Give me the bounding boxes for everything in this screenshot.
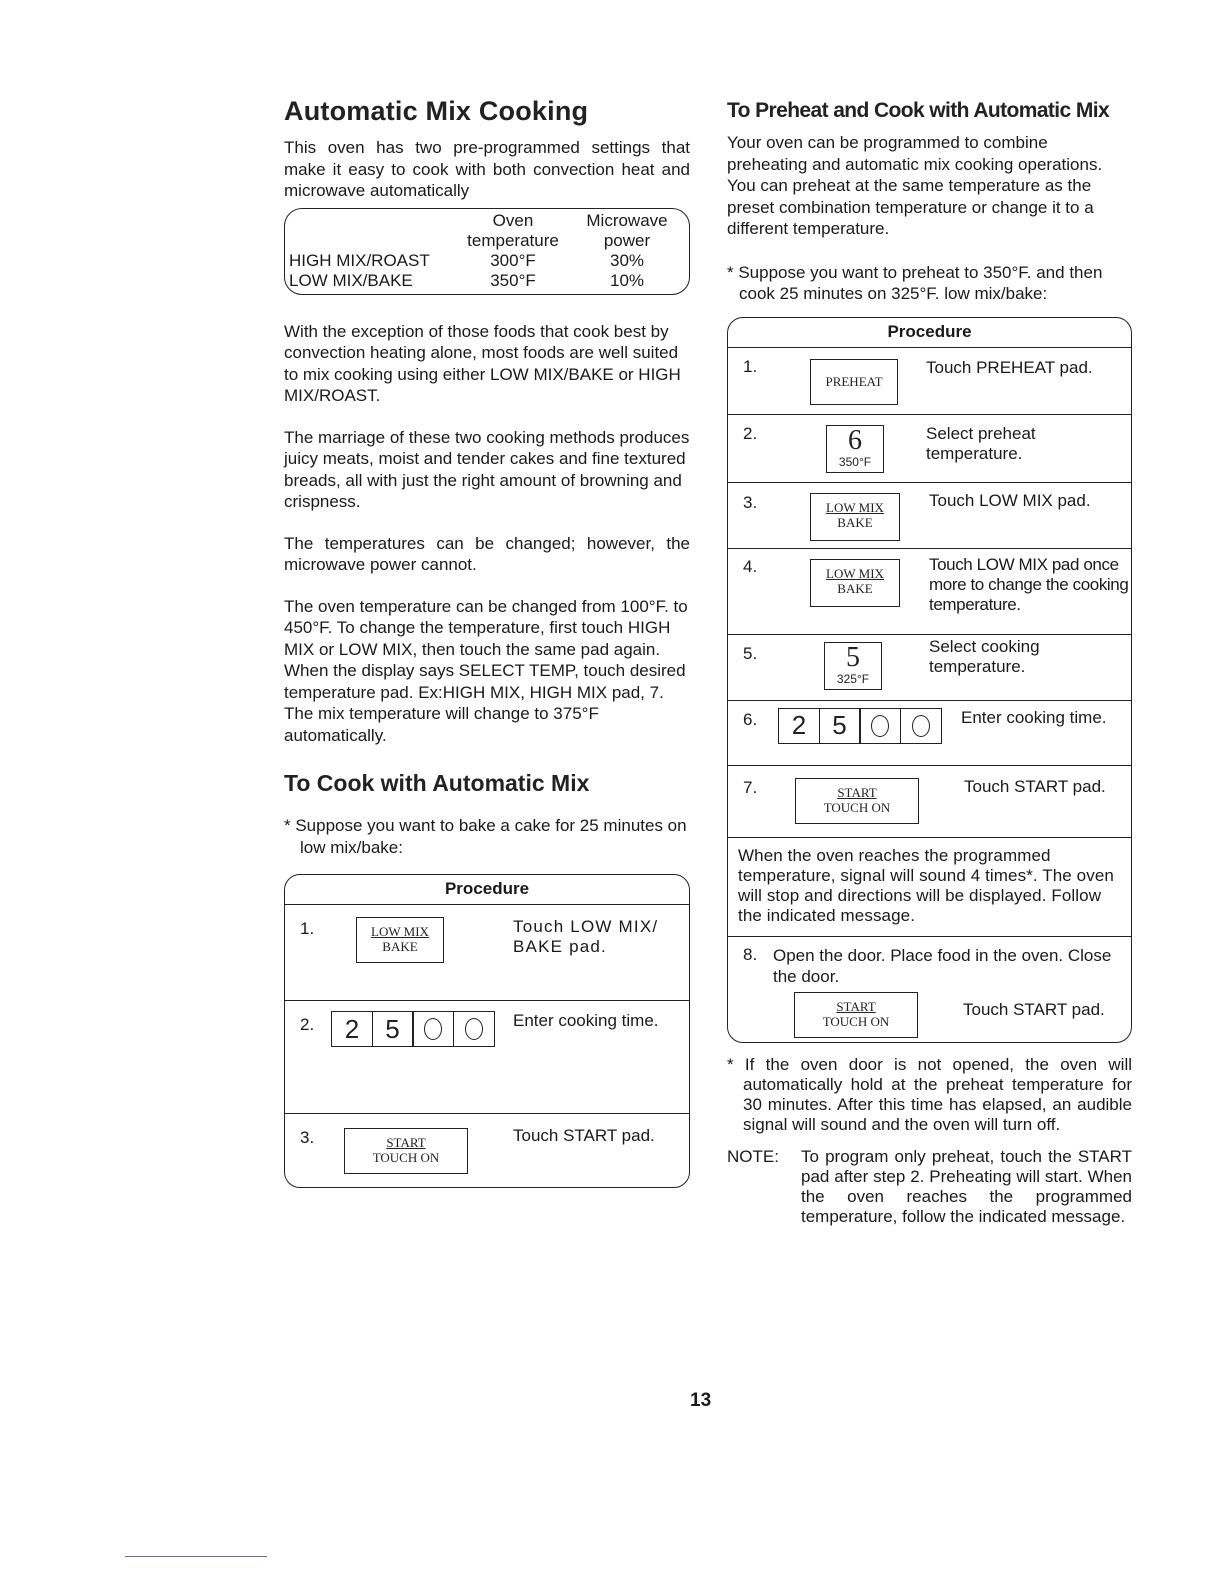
note-text: To program only preheat, touch the START pad after step 2. Preheating will start. When the oven reaches the programmed temperature, follow the indicated message. [801,1146,1132,1226]
step-instruction: Touch START pad. [964,776,1106,796]
pad-label-top: LOW MIX [826,565,884,581]
pad-label-top: START [386,1135,426,1150]
procedure-step-7 [728,766,1131,838]
pad-label-bottom: BAKE [382,939,418,954]
procedure-step-1 [285,905,689,1001]
low-mix-bake-pad[interactable] [810,493,900,541]
step-instruction: Enter cooking time. [961,707,1107,727]
digit-pad-zero[interactable] [859,708,901,744]
start-touch-on-pad[interactable] [794,992,918,1038]
digit-pad-zero[interactable] [453,1011,495,1047]
step-number: 3. [743,492,758,512]
pad-label-bottom: TOUCH ON [822,1013,890,1029]
step-number: 7. [743,777,758,797]
setting-name: LOW MIX/BAKE [289,270,413,290]
left-column [284,96,690,1188]
step-instruction: Open the door. Place food in the oven. Close the door. [773,945,1112,986]
step-instruction: Touch START pad. [513,1126,655,1145]
pad-label-bottom: TOUCH ON [823,799,891,815]
procedure-header: Procedure [285,875,689,905]
pad-label: PREHEAT [825,373,883,389]
step-number: 5. [743,643,758,663]
step-number: 6. [743,709,758,729]
step-number: 4. [743,556,758,576]
oven-reaches-message: When the oven reaches the programmed temperature, signal will sound 4 times*. The oven will stop and directions will be displayed. Follow the indicated message. [728,838,1131,937]
step-instruction: Enter cooking time. [513,1011,659,1030]
table-header-row-2 [289,231,689,251]
procedure-step-5 [728,635,1131,701]
procedure-step-8 [728,937,1131,1042]
footnote: * If the oven door is not opened, the oven will automatically hold at the preheat temperature for 30 minutes. After this time has elapsed, an audible signal will sound and the oven will turn off. [727,1054,1132,1134]
setting-power: 10% [609,270,645,290]
step-instruction: Select preheat temperature. [926,423,1036,463]
procedure-step-2 [285,1001,689,1114]
section-title-automatic-mix-cooking: Automatic Mix Cooking [284,96,589,126]
procedure-header: Procedure [728,318,1131,348]
digit-pad[interactable]: 5 [372,1011,414,1047]
intro-paragraph: This oven has two pre-programmed settings that make it easy to cook with both convection heat and microwave automatically [284,138,690,200]
paragraph-change-temp: The oven temperature can be changed from 100°F. to 450°F. To change the temperature, first touch HIGH MIX or LOW MIX, then touch the same pad again. When the display says SELECT TEMP, touch desired temperature pad. Ex:HIGH MIX, HIGH MIX pad, 7. The mix temperature will change to 375°F automatically. [284,596,688,745]
pad-label-bottom: TOUCH ON [372,1150,440,1165]
step-number: 8. [743,944,758,964]
digit-pad[interactable]: 2 [331,1011,373,1047]
bottom-rule [125,1556,267,1557]
pad-label-top: LOW MIX [826,499,884,515]
temperature-pad-5[interactable]: 5 325°F [824,642,882,690]
digit-pad[interactable]: 5 [819,708,861,744]
start-touch-on-pad[interactable] [795,778,919,824]
page-number: 13 [690,1390,712,1411]
low-mix-bake-pad[interactable] [356,917,444,963]
step-instruction: Touch LOW MIX/ BAKE pad. [513,917,659,956]
procedure-box-right [727,317,1132,1043]
step-instruction: Touch LOW MIX pad once more to change the cooking temperature. [929,554,1129,614]
low-mix-bake-pad[interactable] [810,559,900,607]
step-number: 2. [300,1015,315,1034]
pad-label-bottom: BAKE [837,514,873,530]
note-label: NOTE: [727,1146,779,1166]
pad-label-top: START [837,784,877,800]
preheat-intro-paragraph: Your oven can be programmed to combine preheating and automatic mix cooking operations. You can preheat at the same temperature as the preset combination temperature or change it to a different temperature. [727,133,1103,238]
step-number: 1. [743,356,758,376]
subsection-title-cook-automatic-mix: To Cook with Automatic Mix [284,770,590,796]
setting-temp: 350°F [490,270,536,290]
temperature-pad-6[interactable]: 6 350°F [826,425,884,473]
step-instruction: Select cooking temperature. [929,636,1040,676]
digit-pad-zero[interactable] [412,1011,454,1047]
table-header-row [289,211,689,231]
start-touch-on-pad[interactable] [344,1128,468,1174]
step-instruction: Touch LOW MIX pad. [929,490,1091,510]
step-number: 3. [300,1128,315,1147]
procedure-step-6 [728,701,1131,766]
pad-label-top: START [836,998,876,1014]
step-pad-instruction: Touch START pad. [963,999,1105,1019]
suppose-note: * Suppose you want to bake a cake for 25 minutes on low mix/bake: [284,816,687,857]
pad-label-top: LOW MIX [371,924,429,939]
step-number: 2. [743,423,758,443]
paragraph-marriage: The marriage of these two cooking methods produces juicy meats, moist and tender cakes and fine textured breads, all with just the right amount of browning and crispness. [284,427,690,511]
digit-pad-zero[interactable] [900,708,942,744]
procedure-step-2 [728,415,1131,483]
setting-name: HIGH MIX/ROAST [289,250,430,270]
preheat-pad[interactable] [810,359,898,405]
mix-settings-table [284,208,690,295]
procedure-step-3 [285,1114,689,1187]
paragraph-temperatures: The temperatures can be changed; however, the microwave power cannot. [284,533,690,574]
setting-power: 30% [609,250,645,270]
note-block [727,1147,1132,1227]
header-power: power [603,230,651,250]
procedure-step-4 [728,549,1131,635]
step-number: 1. [300,919,315,938]
suppose-note: * Suppose you want to preheat to 350°F. and then cook 25 minutes on 325°F. low mix/bake: [727,262,1103,303]
pad-label-bottom: BAKE [837,580,873,596]
header-temperature: temperature [467,230,559,250]
paragraph-mix-foods: With the exception of those foods that cook best by convection heating alone, most foods are well suited to mix cooking using either LOW MIX/BAKE or HIGH MIX/ROAST. [284,321,681,405]
right-column [727,96,1132,1227]
cooking-time-digits [331,1011,493,1047]
setting-temp: 300°F [490,250,536,270]
step-instruction: Touch PREHEAT pad. [926,357,1093,377]
procedure-step-3 [728,483,1131,549]
section-title-preheat-cook: To Preheat and Cook with Automatic Mix [727,99,1110,122]
procedure-box-left [284,874,690,1188]
digit-pad[interactable]: 2 [778,708,820,744]
table-row [289,251,689,271]
cooking-time-digits [778,708,940,744]
header-oven: Oven [492,210,534,230]
procedure-step-1 [728,348,1131,415]
table-row [289,271,689,291]
header-microwave: Microwave [586,210,668,230]
